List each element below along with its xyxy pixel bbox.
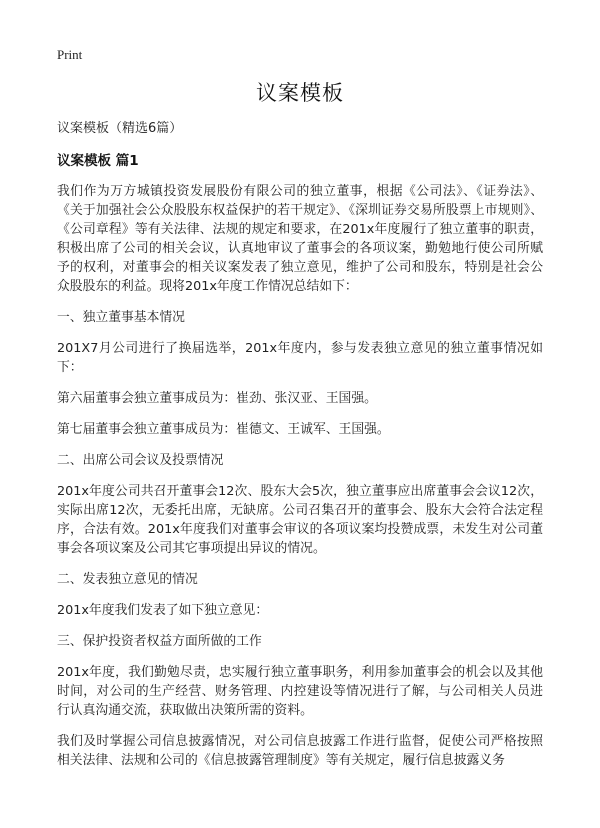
- paragraph-diligence: 201x年度，我们勤勉尽责，忠实履行独立董事职务，利用参加董事会的机会以及其他时间，对公司的生产经营、财务管理、内控建设等情况进行了解，与公司相关人员进行认真沟通交流，获取做出决策所需的资料。: [57, 665, 543, 718]
- print-link[interactable]: Print: [57, 47, 83, 62]
- page-title: 议案模板: [256, 81, 344, 105]
- heading-attendance: 二、出席公司会议及投票情况: [57, 453, 224, 468]
- paragraph-opinions: 201x年度我们发表了如下独立意见：: [57, 603, 269, 618]
- paragraph-election: 201X7月公司进行了换届选举，201x年度内，参与发表独立意见的独立董事情况如下：: [57, 341, 543, 375]
- paragraph-intro: 我们作为万方城镇投资发展股份有限公司的独立董事，根据《公司法》、《证券法》、《关于加强社会公众股股东权益保护的若干规定》、《深圳证券交易所股票上市规则》、《公司章程》等有关法律、法规的规定和要求，在201x年度履行了独立董事的职责，积极出席了公司的相关会议，认真地审议了董事会的各项议案，勤勉地行使公司所赋予的权利，对董事会的相关议案发表了独立意见，维护了公司和股东，特别是社会公众股股东的利益。现将201x年度工作情况总结如下：: [57, 184, 543, 294]
- heading-investor-protection: 三、保护投资者权益方面所做的工作: [57, 634, 262, 649]
- document-subtitle: 议案模板（精选6篇）: [57, 121, 183, 136]
- section-heading: 议案模板 篇1: [57, 153, 139, 169]
- paragraph-disclosure: 我们及时掌握公司信息披露情况，对公司信息披露工作进行监督，促使公司严格按照相关法律、法规和公司的《信息披露管理制度》等有关规定，履行信息披露义务: [57, 734, 543, 768]
- heading-basic-info: 一、独立董事基本情况: [57, 310, 185, 325]
- heading-opinions: 二、发表独立意见的情况: [57, 572, 198, 587]
- paragraph-sixth-board: 第六届董事会独立董事成员为：崔劲、张汉亚、王国强。: [57, 391, 377, 406]
- paragraph-seventh-board: 第七届董事会独立董事成员为：崔德文、王诚军、王国强。: [57, 422, 390, 437]
- paragraph-attendance: 201x年度公司共召开董事会12次、股东大会5次，独立董事应出席董事会会议12次，实际出席12次，无委托出席，无缺席。公司召集召开的董事会、股东大会符合法定程序，合法有效。201x年度我们对董事会审议的各项议案均投赞成票，未发生对公司董事会各项议案及公司其它事项提出异议的情况。: [57, 484, 543, 556]
- document-body: [57, 120, 543, 782]
